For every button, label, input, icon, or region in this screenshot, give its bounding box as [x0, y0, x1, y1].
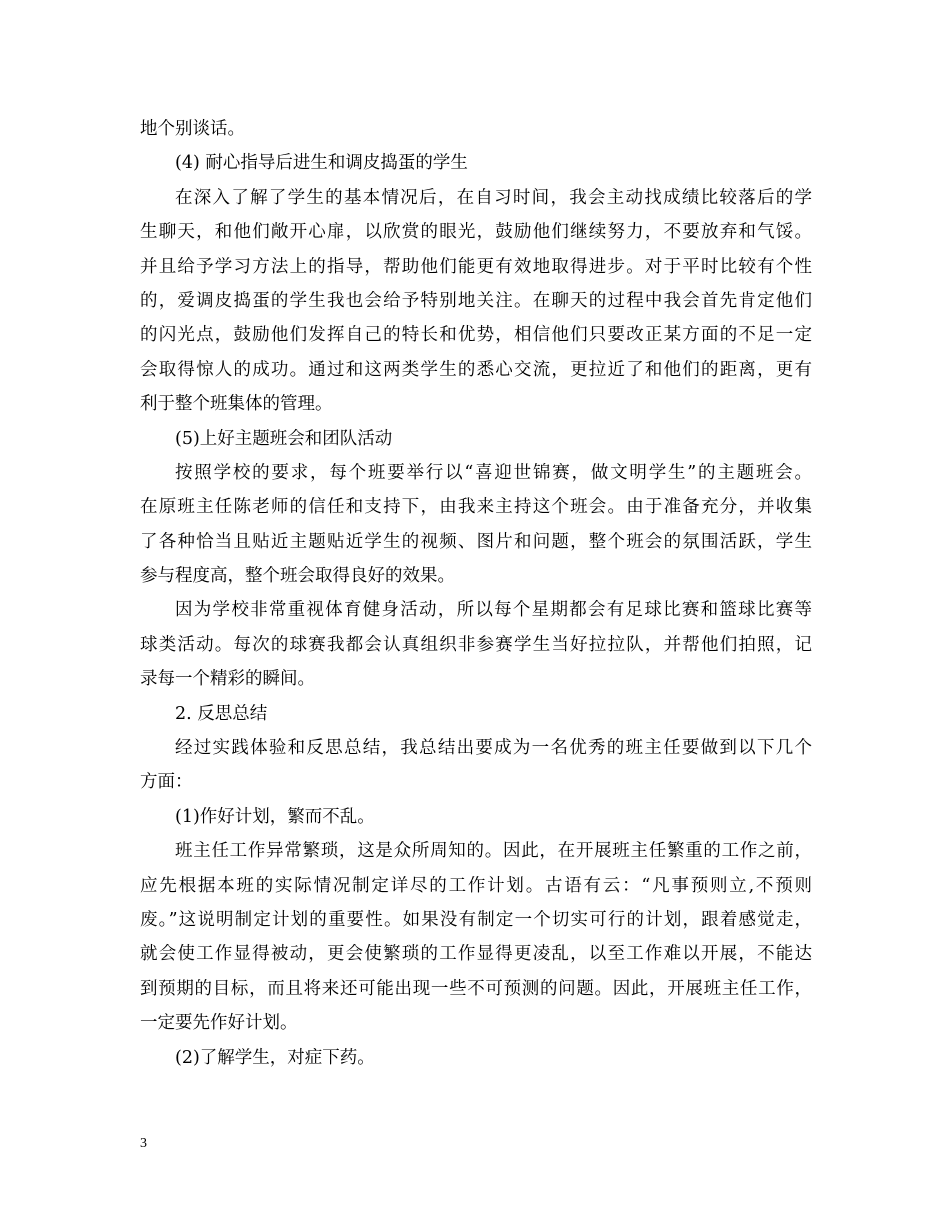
text-line: 地个别谈话。	[140, 119, 245, 139]
text-line: (4) 耐心指导后进生和调皮捣蛋的学生	[175, 153, 468, 174]
text-line: 在原班主任陈老师的信任和支持下，由我来主持这个班会。由于准备充分，并收集	[140, 497, 812, 518]
text-line: 按照学校的要求，每个班要举行以“喜迎世锦赛，做文明学生”的主题班会。	[175, 462, 812, 483]
text-line: 了各种恰当且贴近主题贴近学生的视频、图片和问题，整个班会的氛围活跃，学生	[140, 531, 812, 552]
text-line: 一定要先作好计划。	[140, 1013, 298, 1034]
text-line: 并且给予学习方法上的指导，帮助他们能更有效地取得进步。对于平时比较有个性	[140, 256, 812, 277]
text-line: 利于整个班集体的管理。	[140, 394, 333, 415]
text-line: 应先根据本班的实际情况制定详尽的工作计划。古语有云：“凡事预则立,不预则	[140, 875, 812, 896]
text-line: (1)作好计划，繁而不乱。	[175, 806, 375, 827]
text-line: 生聊天，和他们敞开心扉，以欣赏的眼光，鼓励他们继续努力，不要放弃和气馁。	[140, 222, 812, 243]
page-number: 3	[140, 1136, 147, 1151]
text-line: (5)上好主题班会和团队活动	[175, 428, 393, 449]
text-line: 会取得惊人的成功。通过和这两类学生的悉心交流，更拉近了和他们的距离，更有	[140, 359, 812, 380]
text-line: 到预期的目标，而且将来还可能出现一些不可预测的问题。因此，开展班主任工作，	[140, 978, 812, 999]
text-line: 2. 反思总结	[175, 703, 268, 724]
text-line: 因为学校非常重视体育健身活动，所以每个星期都会有足球比赛和篮球比赛等	[175, 600, 812, 621]
text-line: 经过实践体验和反思总结，我总结出要成为一名优秀的班主任要做到以下几个	[175, 738, 812, 759]
text-line: 参与程度高，整个班会取得良好的效果。	[140, 566, 455, 587]
text-line: 球类活动。每次的球赛我都会认真组织非参赛学生当好拉拉队，并帮他们拍照，记	[140, 634, 812, 655]
document-body	[140, 112, 812, 1075]
text-line: 方面：	[140, 772, 193, 793]
text-line: (2)了解学生，对症下药。	[175, 1047, 375, 1068]
text-line: 班主任工作异常繁琐，这是众所周知的。因此，在开展班主任繁重的工作之前，	[175, 841, 812, 862]
text-line: 就会使工作显得被动，更会使繁琐的工作显得更凌乱，以至工作难以开展，不能达	[140, 944, 812, 965]
text-line: 废。”这说明制定计划的重要性。如果没有制定一个切实可行的计划，跟着感觉走，	[140, 909, 812, 930]
text-line: 的，爱调皮捣蛋的学生我也会给予特别地关注。在聊天的过程中我会首先肯定他们	[140, 290, 812, 311]
text-line: 在深入了解了学生的基本情况后，在自习时间，我会主动找成绩比较落后的学	[175, 187, 812, 208]
text-line: 录每一个精彩的瞬间。	[140, 669, 315, 690]
text-line: 的闪光点，鼓励他们发挥自己的特长和优势，相信他们只要改正某方面的不足一定	[140, 325, 812, 346]
